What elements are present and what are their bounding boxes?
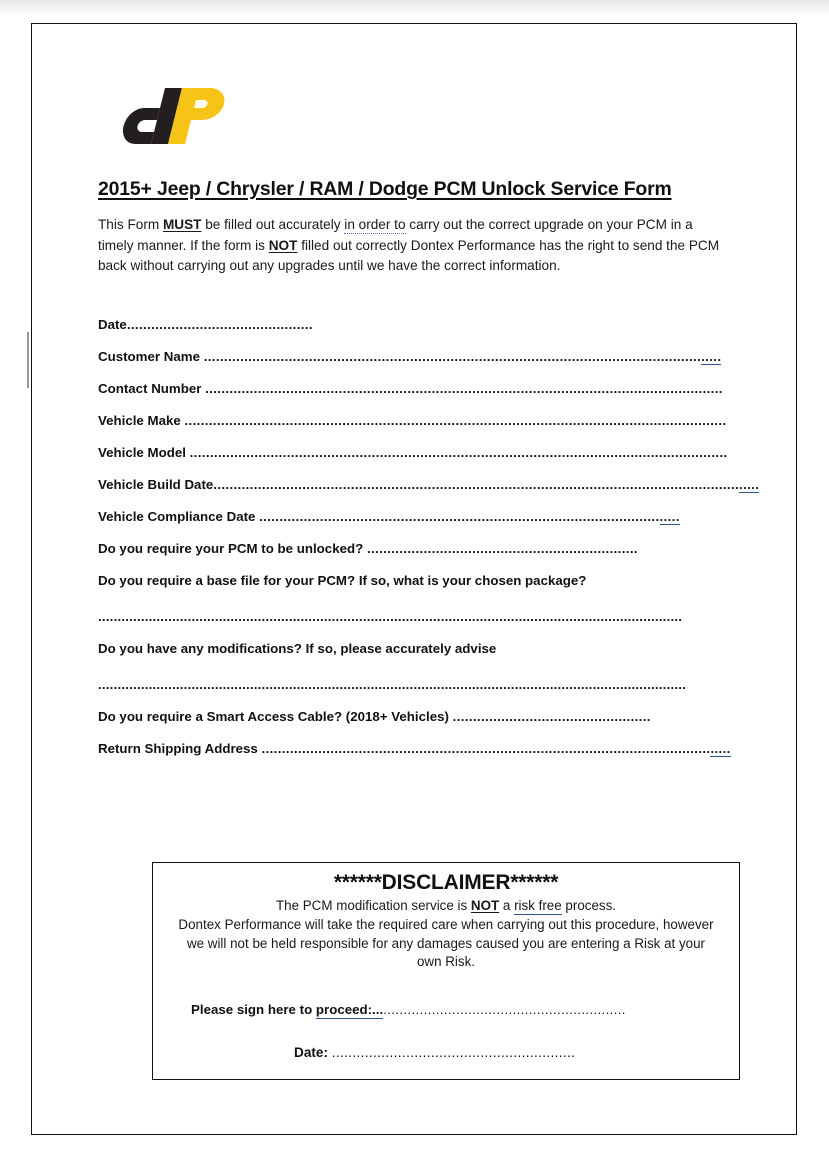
disclaimer-line1-part3: process. (561, 898, 617, 913)
field-date[interactable] (98, 317, 732, 333)
field-vehicle-build-date[interactable] (98, 476, 760, 493)
field-label: Do you require your PCM to be unlocked? (98, 540, 364, 556)
signature-dot-leader: ............................................................ (383, 1002, 626, 1018)
intro-part-4: filled out correctly Dontex Performance has the right to send the PCM back without carrying out any upgrades until we have the correct information. (98, 237, 720, 274)
field-label: Customer Name (98, 348, 200, 364)
question-modifications: Do you have any modifications? If so, please accurately advise (98, 640, 497, 656)
intro-paragraph (98, 215, 730, 277)
field-vehicle-make[interactable] (98, 413, 732, 429)
field-dot-leader-flagged[interactable]: ..... (710, 740, 731, 756)
page-title: 2015+ Jeep / Chrysler / RAM / Dodge PCM Unlock Service Form (98, 178, 672, 200)
field-dot-leader-flagged[interactable]: ..... (659, 508, 680, 524)
intro-part-1: This Form (98, 217, 163, 232)
disclaimer-date-line[interactable] (153, 1045, 739, 1060)
field-dot-leader: ...................................................................................................................................... (184, 412, 727, 428)
field-return-shipping-address[interactable] (98, 741, 732, 757)
disclaimer-title: ******DISCLAIMER****** (333, 871, 559, 894)
spellcheck-proceed[interactable]: proceed:... (315, 1002, 384, 1018)
field-dot-leader: ..................................................................................................................................... (189, 444, 728, 460)
field-dot-leader-flagged[interactable]: ..... (739, 476, 760, 492)
field-label: Return Shipping Address (98, 740, 258, 756)
grammar-suggestion-in-order-to[interactable]: in order to (344, 217, 406, 232)
field-vehicle-model[interactable] (98, 445, 732, 461)
field-dot-leader: ................................................. (452, 708, 651, 724)
field-dot-leader: ................................................................................................................................ (205, 380, 723, 396)
field-pcm-unlock-required[interactable] (98, 541, 732, 557)
signature-label: Please sign here to (191, 1002, 316, 1018)
field-label: Vehicle Make (98, 412, 181, 428)
field-customer-name[interactable] (98, 349, 732, 365)
field-label: Date (98, 316, 127, 332)
field-vehicle-compliance-date[interactable] (98, 509, 732, 525)
field-label: Contact Number (98, 380, 202, 396)
question-base-file: Do you require a base file for your PCM? If so, what is your chosen package? (98, 572, 587, 588)
field-label: Vehicle Compliance Date (98, 508, 256, 524)
intro-part-2: be filled out accurately (201, 217, 345, 232)
answer-rule-base-file[interactable]: ...................................................................................................................................................... (98, 608, 683, 624)
disclaimer-date-label: Date: (294, 1045, 332, 1061)
spellcheck-risk-free[interactable]: risk free (514, 898, 562, 913)
disclaimer-line1-part2: a (499, 898, 515, 913)
field-dot-leader: ................................................................... (366, 540, 638, 556)
field-label: Vehicle Build Date (98, 476, 214, 492)
field-dot-leader: .................................................................................................................................. (213, 476, 740, 492)
answer-rule-modifications[interactable]: ....................................................................................................................................................... (98, 676, 687, 692)
disclaimer-line-1 (175, 897, 717, 916)
field-dot-leader: ................................................................................................... (259, 508, 660, 524)
page-gap-band (0, 0, 829, 17)
change-bar (27, 332, 29, 388)
disclaimer-date-dot-leader: ........................................................... (331, 1045, 576, 1061)
signature-line[interactable] (153, 1002, 739, 1017)
disclaimer-line1-part1: The PCM modification service is (275, 898, 471, 913)
document-content (98, 84, 760, 773)
disclaimer-not-emphasis: NOT (470, 898, 500, 913)
disclaimer-line-2: Dontex Performance will take the required care when carrying out this procedure, however we will not be held responsible for any damages caused you are entering a Risk at your own Risk. (178, 916, 714, 970)
field-dot-leader: ........................................................................................................................... (203, 348, 702, 364)
intro-must-emphasis: MUST (162, 217, 202, 232)
field-dot-leader: .............................................. (126, 316, 313, 332)
intro-part-3: carry out the correct upgrade on your PCM in a timely manner. If the form is (98, 217, 693, 253)
field-smart-access-cable[interactable] (98, 709, 732, 725)
field-label: Do you require a Smart Access Cable? (2018+ Vehicles) (98, 708, 449, 724)
disclaimer-box (152, 862, 740, 1080)
field-dot-leader: ............................................................................................................... (261, 740, 711, 756)
dontex-performance-logo (116, 84, 241, 156)
field-dot-leader-flagged[interactable]: ..... (701, 348, 722, 364)
field-contact-number[interactable] (98, 381, 732, 397)
form-fields (98, 316, 760, 757)
field-label: Vehicle Model (98, 444, 186, 460)
document-page (31, 23, 797, 1135)
intro-not-emphasis: NOT (268, 237, 298, 253)
